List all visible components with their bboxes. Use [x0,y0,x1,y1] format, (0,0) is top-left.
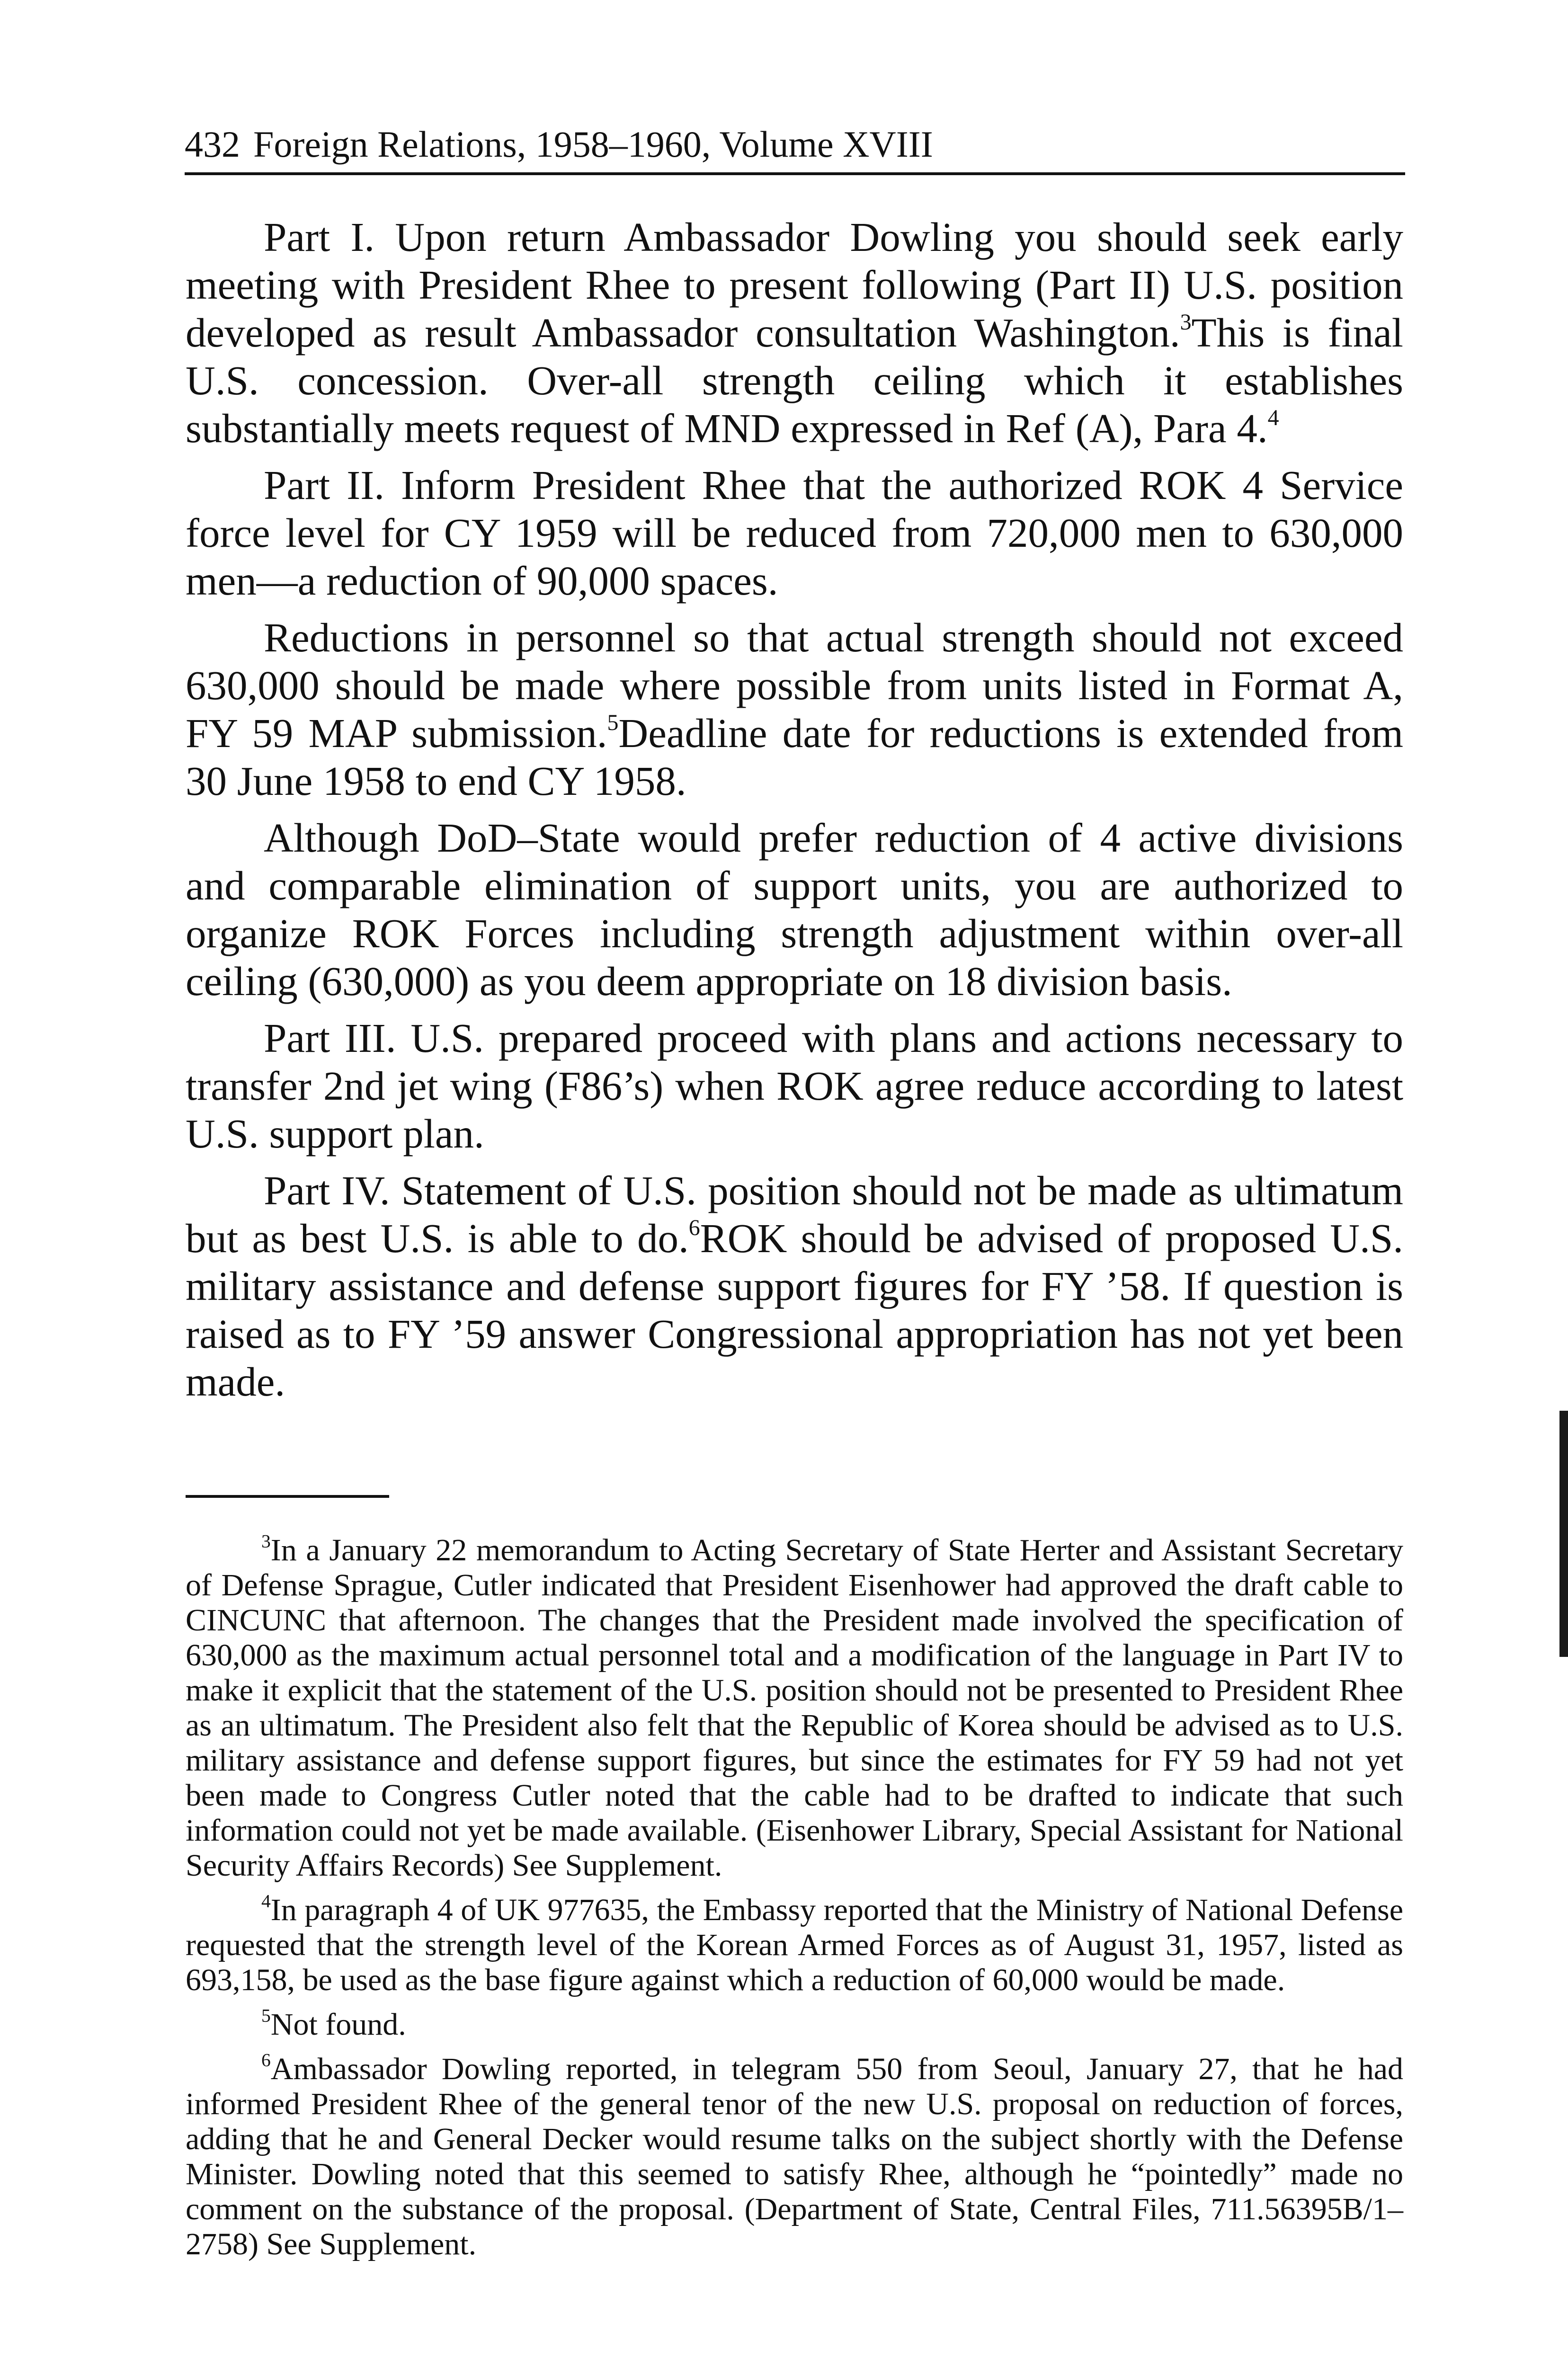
paragraph-part-1: Part I. Upon return Ambassador Dowling you should seek early meeting with President Rhee to present following (Part II) U.S. position developed as result Ambassador consultation Washington.$^3$This is final U.S. concession. Over-all strength ceiling which it establishes substantially meets request of MND expressed in Ref (A), Para 4.$^4$ [186,214,1403,451]
footnote-text: Not found. [270,2007,406,2042]
footnote-ref-3: 3 [1180,310,1192,335]
footnote-rule [186,1495,389,1498]
footnote-marker: 3 [261,1531,271,1552]
footnote-6 [186,2049,1403,2262]
footnote-4 [186,1890,1403,1998]
running-head [185,121,1387,168]
footnote-text: Ambassador Dowling reported, in telegram 550 from Seoul, January 27, that he had informed President Rhee of the general tenor of the new U.S. proposal on reduction of forces, adding that he and General Decker would resume talks on the subject shortly with the Defense Minister. Dowling noted that this seemed to satisfy Rhee, although he “pointedly” made no comment on the substance of the proposal. (Department of State, Central Files, 711.56395B/1–2758) See Supplement. [186,2052,1403,2261]
scan-edge-mark [1559,1411,1568,1657]
paragraph-part-2: Part II. Inform President Rhee that the authorized ROK 4 Service force level for CY 1959 will be reduced from 720,000 men to 630,000 men—a reduction of 90,000 spaces. [186,462,1403,604]
body-text [186,213,1403,1415]
footnote-ref-5: 5 [607,710,619,736]
page-number: 432 [185,124,240,165]
footnote-ref-4: 4 [1267,405,1279,431]
footnotes [186,1533,1403,2271]
paragraph-reductions: Reductions in personnel so that actual strength should not exceed 630,000 should be made where possible from units listed in Format A, FY 59 MAP submission.$^5$Deadline date for reductions is extended from 30 June 1958 to end CY 1958. [186,614,1403,804]
header-rule [185,172,1405,175]
footnote-marker: 6 [261,2049,271,2071]
footnote-text: In a January 22 memorandum to Acting Secretary of State Herter and Assistant Secretary of Defense Sprague, Cutler indicated that President Eisenhower had approved the draft cable to CINCUNC that afternoon. The changes that the President made involved the specification of 630,000 as the maximum actual personnel total and a modification of the language in Part IV to make it explicit that the statement of the U.S. position should not be presented to President Rhee as an ultimatum. The President also felt that the Republic of Korea should be advised as to U.S. military assistance and defense support figures, but since the estimates for FY 59 had not yet been made to Congress Cutler noted that the cable had to be drafted to indicate that such information could not yet be made available. (Eisenhower Library, Special Assistant for National Security Affairs Records) See Supplement. [186,1533,1403,1883]
footnote-3 [186,1533,1403,1883]
footnote-text: In paragraph 4 of UK 977635, the Embassy reported that the Ministry of National Defense requested that the strength level of the Korean Armed Forces as of August 31, 1957, listed as 693,158, be used as the base figure against which a reduction of 60,000 would be made. [186,1893,1403,1997]
volume-title: Foreign Relations, 1958–1960, Volume XVIII [253,124,933,165]
paragraph-dod-state: Although DoD–State would prefer reduction of 4 active divisions and comparable elimination of support units, you are authorized to organize ROK Forces including strength adjustment within over-all ceiling (630,000) as you deem appropriate on 18 division basis. [186,815,1403,1004]
footnote-ref-6: 6 [688,1215,700,1241]
paragraph-part-3: Part III. U.S. prepared proceed with plans and actions necessary to transfer 2nd jet wing (F86’s) when ROK agree reduce according to latest U.S. support plan. [186,1015,1403,1157]
footnote-marker: 5 [261,2005,271,2026]
footnote-5 [186,2007,1403,2042]
footnote-marker: 4 [261,1890,271,1912]
paragraph-part-4: Part IV. Statement of U.S. position should not be made as ultimatum but as best U.S. is able to do.$^6$ROK should be advised of proposed U.S. military assistance and defense support figures for FY ’58. If question is raised as to FY ’59 answer Congressional appropriation has not yet been made. [186,1167,1404,1405]
